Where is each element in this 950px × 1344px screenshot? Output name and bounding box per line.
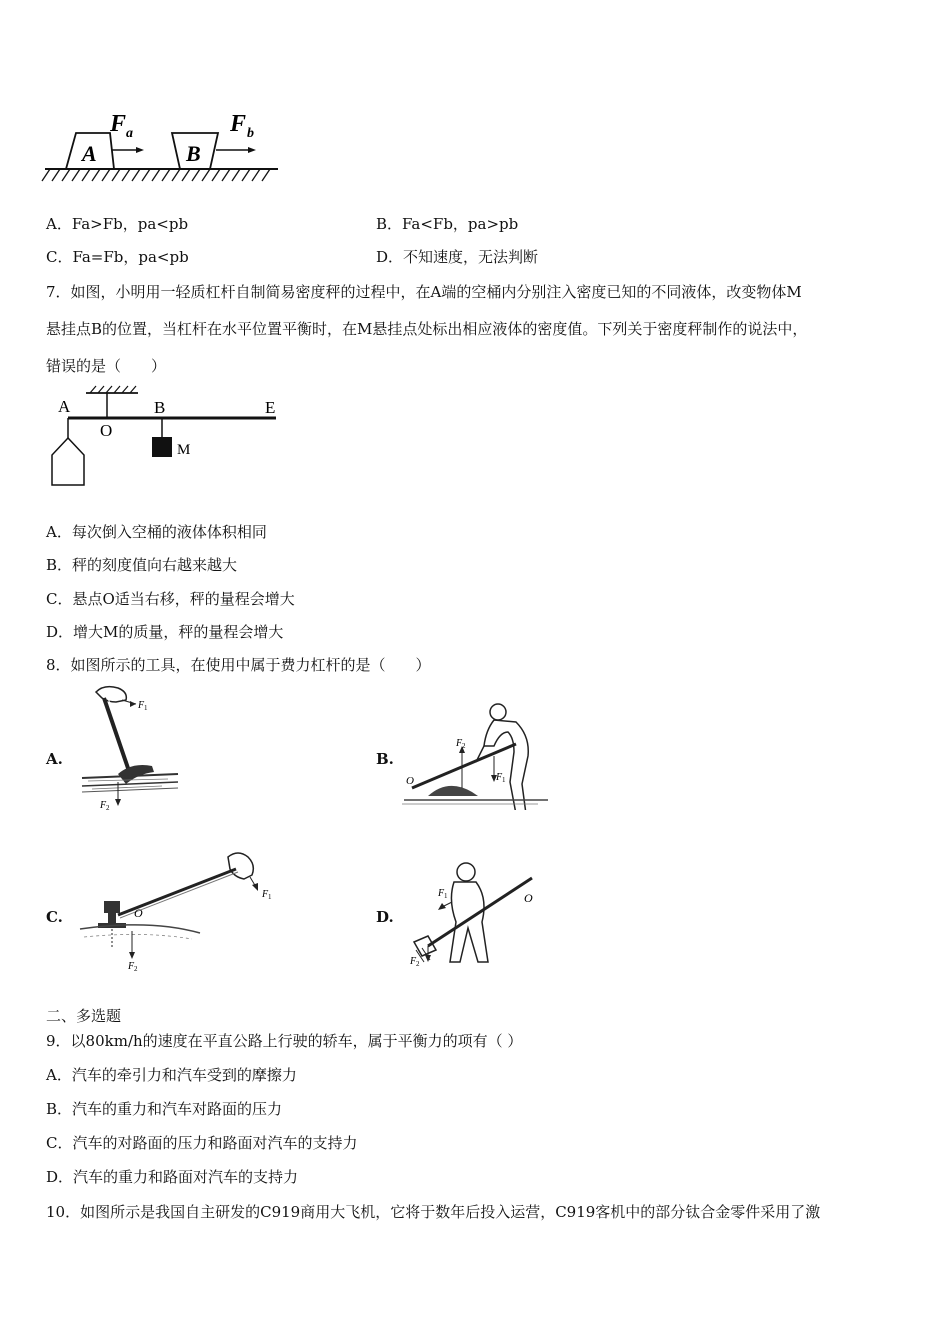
section2-title: 二、多选题 <box>46 1007 122 1025</box>
point-a-label: A <box>58 397 71 416</box>
point-e-label: E <box>265 398 276 417</box>
pivot-o-label-d: O <box>524 891 533 905</box>
force-f2-label-d: F <box>410 956 417 967</box>
force-f1-sub-c: 1 <box>268 893 272 901</box>
q7-stem-line1: 7．如图，小明用一轻质杠杆自制简易密度秤的过程中，在A端的空桶内分别注入密度已知的不同液体，改变物体M <box>46 283 802 301</box>
force-f1-label-b: F <box>496 772 503 783</box>
force-f2-label-c: F <box>128 961 135 972</box>
force-b-sub: b <box>247 126 254 141</box>
q6-option-d: D．不知速度，无法判断 <box>376 248 539 266</box>
force-a-sub: a <box>126 126 133 141</box>
q8-figure-c-spike-puller <box>78 845 288 975</box>
q6-option-c: C．Fa=Fb，pa<pb <box>46 248 189 266</box>
q6-option-a: A．Fa>Fb，pa<pb <box>46 215 189 233</box>
q6-figure <box>40 105 290 190</box>
q8-figure-a-hammer <box>78 682 188 812</box>
force-f1-label-d: F <box>438 888 445 899</box>
force-f2-label: F <box>100 800 107 811</box>
q9-option-d: D．汽车的重力和路面对汽车的支持力 <box>46 1168 299 1186</box>
force-f1-sub-b: 1 <box>502 776 506 784</box>
q7-option-a: A．每次倒入空桶的液体体积相同 <box>46 523 267 541</box>
force-b-label: F <box>230 111 247 137</box>
point-o-label: O <box>100 421 113 440</box>
force-f2-sub-b: 2 <box>462 742 466 750</box>
q7-option-d: D．增大M的质量，秤的量程会增大 <box>46 623 284 641</box>
pivot-o-label-c: O <box>134 906 143 920</box>
q7-stem-line2: 悬挂点B的位置，当杠杆在水平位置平衡时，在M悬挂点处标出相应液体的密度值。下列关于密度秤制作的说法中， <box>46 320 808 338</box>
force-f1-sub-d: 1 <box>444 892 448 900</box>
block-a-label: A <box>82 141 97 166</box>
force-f1-label: F <box>138 700 145 711</box>
q7-option-b: B．秤的刻度值向右越来越大 <box>46 556 238 574</box>
pivot-o-label-b: O <box>406 775 414 787</box>
q8-label-d: D. <box>376 908 394 926</box>
force-f2-sub-d: 2 <box>416 960 420 968</box>
q8-figure-b-crowbar <box>398 700 563 810</box>
q8-figure-d-shovel <box>404 850 554 975</box>
mass-m-label: M <box>177 442 191 458</box>
force-f1-sub: 1 <box>144 704 148 712</box>
q8-label-a: A. <box>46 750 63 768</box>
q8-stem: 8．如图所示的工具，在使用中属于费力杠杆的是（ ） <box>46 656 431 674</box>
force-f2-sub: 2 <box>106 804 110 812</box>
force-f2-sub-c: 2 <box>134 965 138 973</box>
q6-option-b: B．Fa<Fb，pa>pb <box>376 215 519 233</box>
q9-stem: 9．以80km/h的速度在平直公路上行驶的轿车，属于平衡力的项有（ ） <box>46 1032 523 1050</box>
force-f2-label-b: F <box>456 738 463 749</box>
q8-label-c: C. <box>46 908 63 926</box>
q8-label-b: B. <box>376 750 394 768</box>
q9-option-b: B．汽车的重力和汽车对路面的压力 <box>46 1100 283 1118</box>
q7-stem-line3: 错误的是（ ） <box>46 357 167 375</box>
q10-stem: 10．如图所示是我国自主研发的C919商用大飞机，它将于数年后投入运营，C919客机中的部分钛合金零件采用了激 <box>46 1203 821 1221</box>
point-b-label: B <box>154 398 166 417</box>
q9-option-c: C．汽车的对路面的压力和路面对汽车的支持力 <box>46 1134 358 1152</box>
q9-option-a: A．汽车的牵引力和汽车受到的摩擦力 <box>46 1066 297 1084</box>
block-b-label: B <box>186 141 201 166</box>
q7-lever-figure <box>40 385 290 495</box>
force-a-label: F <box>110 111 127 137</box>
force-f1-label-c: F <box>262 889 269 900</box>
q7-option-c: C．悬点O适当右移，秤的量程会增大 <box>46 590 295 608</box>
